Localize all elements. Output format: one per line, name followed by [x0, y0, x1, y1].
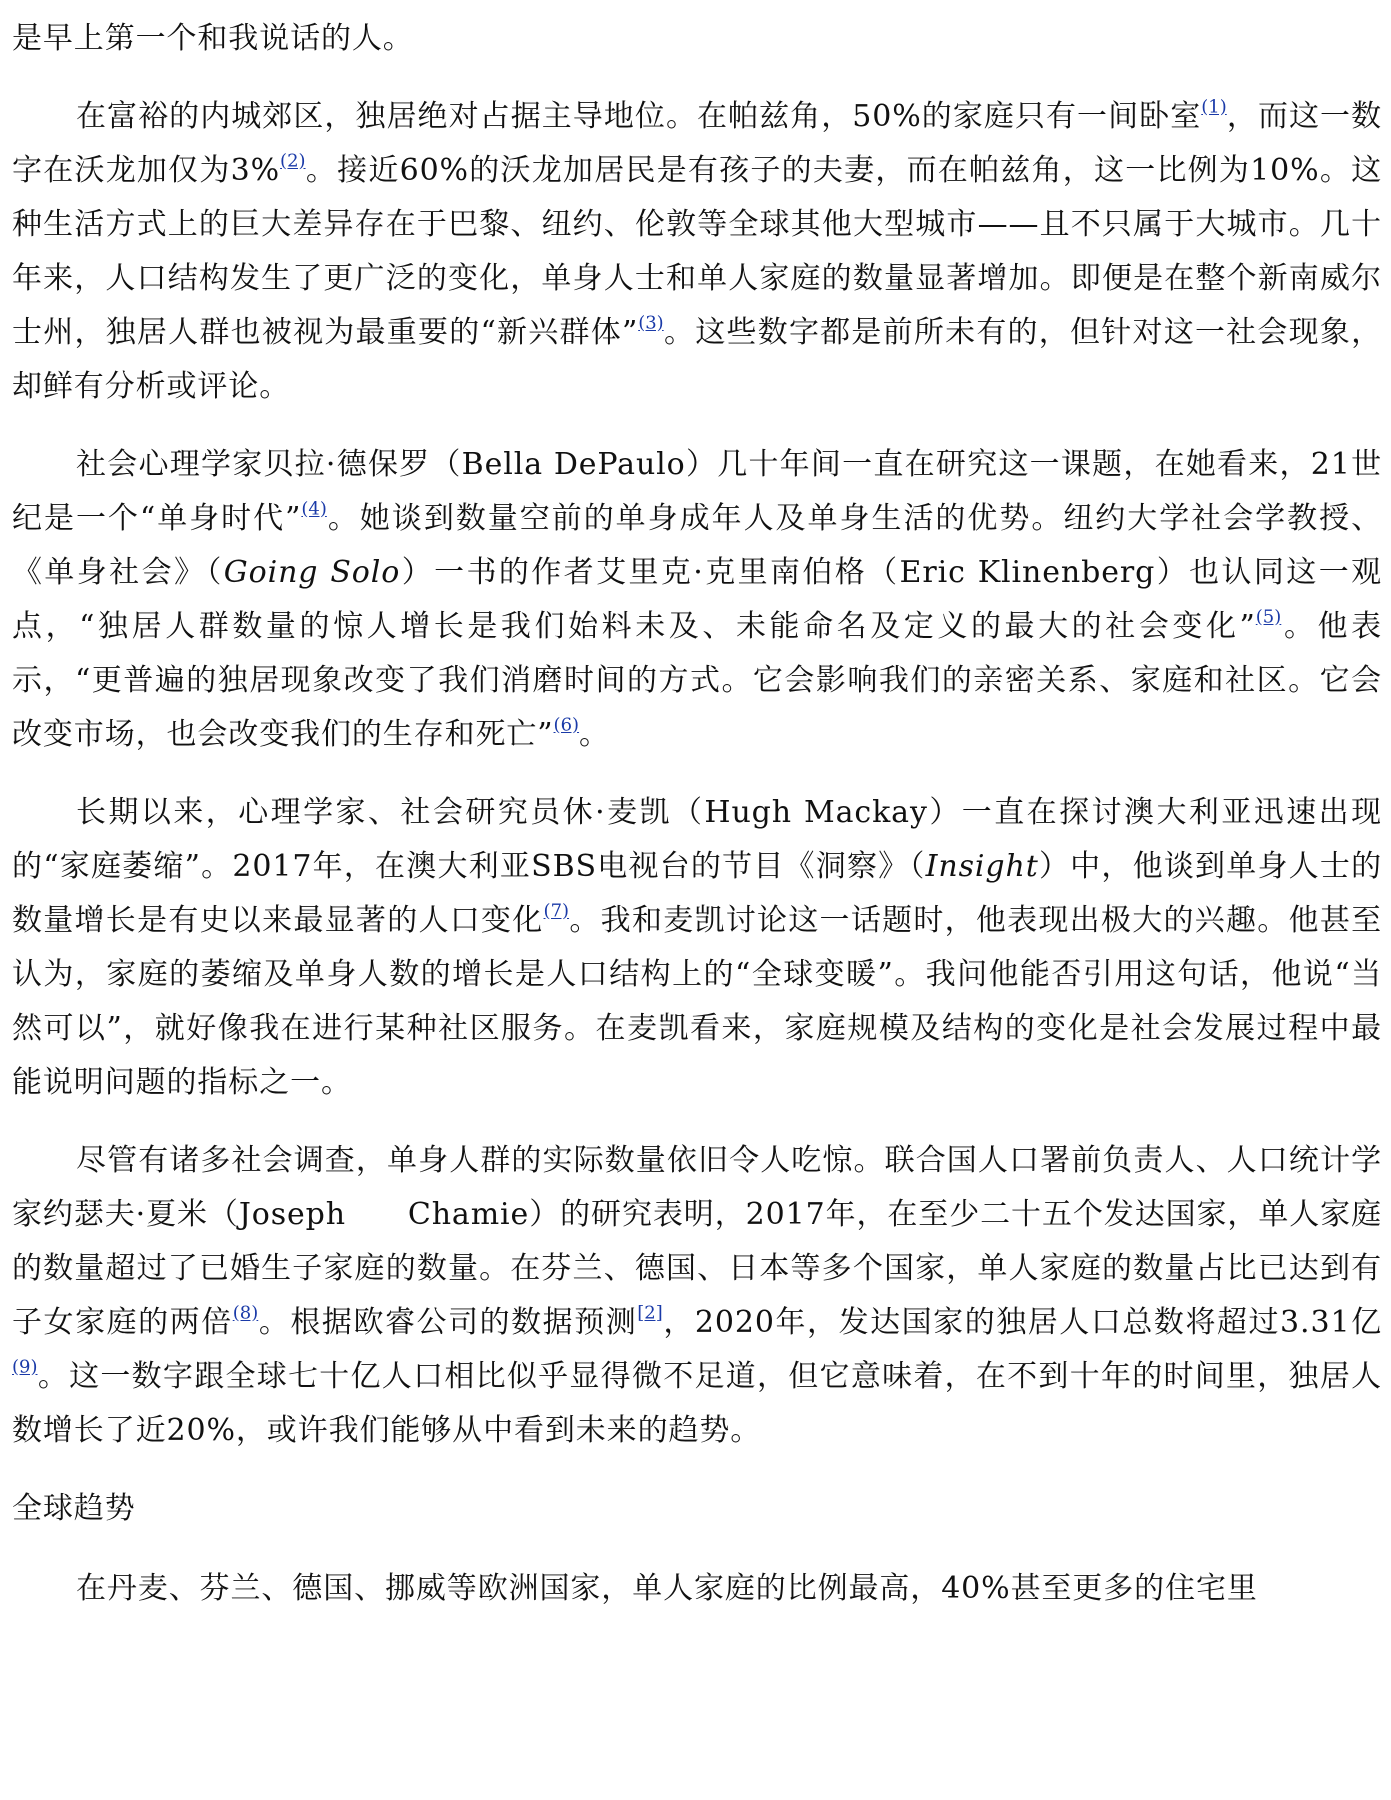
text-span: ）中，他谈到单身人士的数量增长是有史以来最显著的人口变化	[12, 849, 1382, 938]
footnote-ref-b2	[637, 1303, 663, 1324]
footnote-ref-9	[12, 1357, 38, 1378]
text-span: 尽管有诸多社会调查，单身人群的实际数量依旧令人吃惊。联合国人口署前负责人、人口统计学家约瑟夫·夏米（Joseph Chamie）的研究表明，2017年，在至少二十五个发达国家，单人家庭的数量超过了已婚生子家庭的数量。在芬兰、德国、日本等多个国家，单人家庭的数量占比已达到有子女家庭的两倍	[12, 1143, 1382, 1340]
text-span: 社会心理学家贝拉·德保罗（Bella DePaulo）几十年间一直在研究这一课题，在她看来，21世纪是一个“单身时代”	[12, 447, 1382, 536]
footnote-link-1[interactable]: (1)	[1201, 96, 1227, 118]
text-span: 在富裕的内城郊区，独居绝对占据主导地位。在帕兹角，50%的家庭只有一间卧室	[76, 99, 1202, 134]
text-span: 。这一数字跟全球七十亿人口相比似乎显得微不足道，但它意味着，在不到十年的时间里，独居人数增长了近20%，或许我们能够从中看到未来的趋势。	[12, 1359, 1382, 1448]
text-span: 。根据欧睿公司的数据预测	[258, 1305, 638, 1340]
paragraph-depaulo	[12, 438, 1382, 762]
text-span: 。我和麦凯讨论这一话题时，他表现出极大的兴趣。他甚至认为，家庭的萎缩及单身人数的增长是人口结构上的“全球变暖”。我问他能否引用这句话，他说“当然可以”，就好像我在进行某种社区服务。在麦凯看来，家庭规模及结构的变化是社会发展过程中最能说明问题的指标之一。	[12, 903, 1382, 1100]
paragraph-chamie	[12, 1134, 1382, 1458]
text-span: 。这些数字都是前所未有的，但针对这一社会现象，却鲜有分析或评论。	[12, 315, 1382, 404]
text-span: 。接近60%的沃龙加居民是有孩子的夫妻，而在帕兹角，这一比例为10%。这种生活方式上的巨大差异存在于巴黎、纽约、伦敦等全球其他大型城市——且不只属于大城市。几十年来，人口结构发生了更广泛的变化，单身人士和单人家庭的数量显著增加。即便是在整个新南威尔士州，独居人群也被视为最重要的“新兴群体”	[12, 153, 1382, 350]
footnote-link-7[interactable]: (7)	[543, 900, 570, 922]
footnote-link-5[interactable]: (5)	[1255, 606, 1282, 628]
show-title: Insight	[925, 849, 1039, 884]
paragraph-mackay	[12, 786, 1382, 1110]
intro-line: 是早上第一个和我说话的人。	[12, 21, 414, 56]
footnote-ref-6	[554, 715, 580, 736]
text-span: ，2020年，发达国家的独居人口总数将超过3.31亿	[662, 1305, 1382, 1340]
paragraph-global-trend: 在丹麦、芬兰、德国、挪威等欧洲国家，单人家庭的比例最高，40%甚至更多的住宅里	[76, 1571, 1258, 1606]
text-span: ，而这一数字在沃龙加仅为3%	[12, 99, 1383, 188]
footnote-link-4[interactable]: (4)	[301, 498, 327, 520]
section-heading: 全球趋势	[12, 1491, 136, 1526]
footnote-link-9[interactable]: (9)	[12, 1356, 38, 1378]
footnote-ref-4	[301, 499, 327, 520]
text-span: 。她谈到数量空前的单身成年人及单身生活的优势。纽约大学社会学教授、《单身社会》（	[12, 501, 1382, 590]
footnote-link-3[interactable]: (3)	[638, 312, 664, 334]
text-span: 长期以来，心理学家、社会研究员休·麦凯（Hugh Mackay）一直在探讨澳大利亚迅速出现的“家庭萎缩”。2017年，在澳大利亚SBS电视台的节目《洞察》（	[12, 795, 1382, 884]
footnote-ref-7	[544, 901, 570, 922]
footnote-ref-3	[638, 313, 664, 334]
paragraph-living-alone-suburbs	[12, 90, 1382, 414]
footnote-link-8[interactable]: (8)	[232, 1302, 259, 1324]
footnote-link-6[interactable]: (6)	[553, 714, 580, 736]
footnote-link-2[interactable]: (2)	[280, 150, 306, 172]
text-span: ）一书的作者艾里克·克里南伯格（Eric Klinenberg）也认同这一观点，“独居人群数量的惊人增长是我们始料未及、未能命名及定义的最大的社会变化”	[12, 555, 1382, 644]
footnote-link-b2[interactable]: [2]	[637, 1302, 663, 1324]
text-span: 。他表示，“更普遍的独居现象改变了我们消磨时间的方式。它会影响我们的亲密关系、家庭和社区。它会改变市场，也会改变我们的生存和死亡”	[12, 609, 1383, 752]
footnote-ref-8	[233, 1303, 259, 1324]
text-span: 。	[579, 717, 610, 752]
footnote-ref-5	[1256, 607, 1282, 628]
footnote-ref-2	[280, 151, 306, 172]
book-title: Going Solo	[223, 555, 401, 590]
document-page	[12, 12, 1382, 1640]
footnote-ref-1	[1201, 97, 1227, 118]
